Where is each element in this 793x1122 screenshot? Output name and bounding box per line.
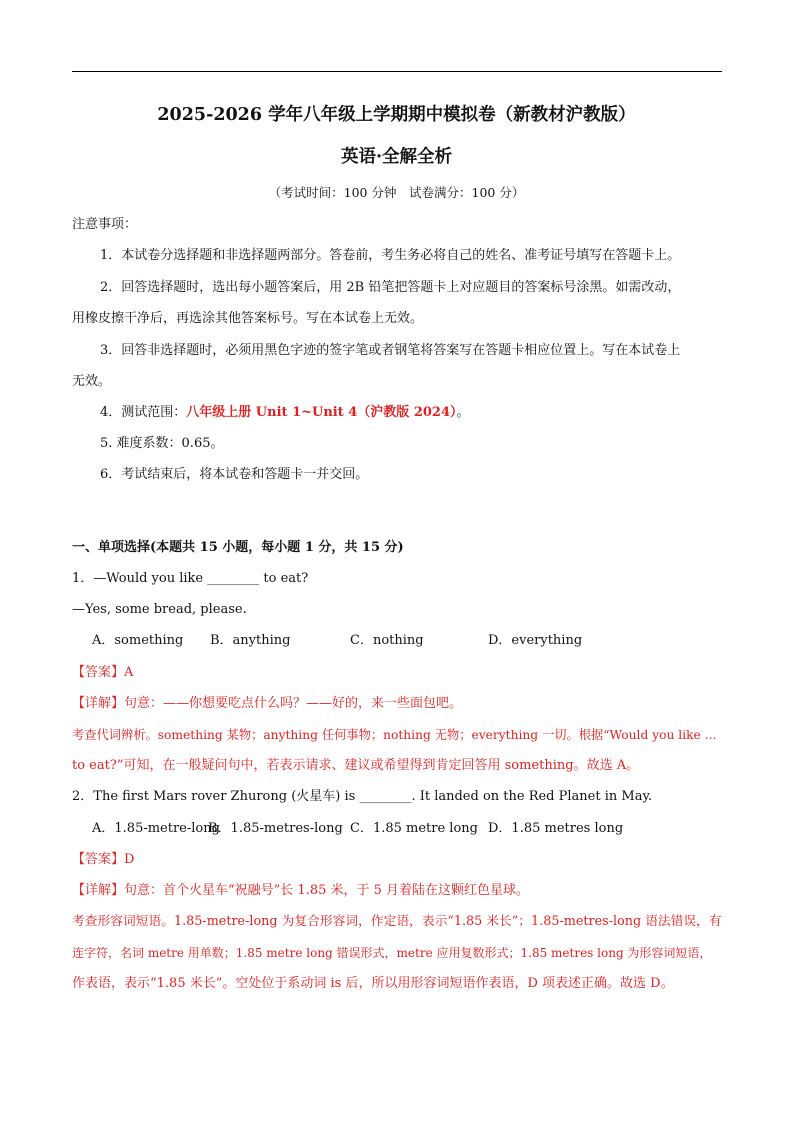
q2-analysis-3: 作表语，表示“1.85 米长”。空处位于系动词 is 后，所以用形容词短语作表语，D 项表述正确。故选 D。	[72, 976, 674, 991]
q2-analysis-1: 考查形容词短语。1.85-metre-long 为复合形容词，作定语，表示“1.85 米长”；1.85-metres-long 语法错误，有	[72, 914, 722, 929]
q2-option-a: A．1.85-metre-long	[92, 821, 220, 836]
notice-item-3: 3．回答非选择题时，必须用黑色字迹的签字笔或者钢笔将答案写在答题卡相应位置上。写在本试卷上	[100, 343, 681, 358]
test-scope: 八年级上册 Unit 1~Unit 4（沪教版 2024）	[186, 405, 457, 420]
q1-option-b: B．anything	[210, 633, 291, 648]
page-subtitle: 英语·全解全析	[340, 147, 453, 167]
q1-answer: 【答案】A	[72, 665, 134, 680]
notice-item-4-suffix: 。	[456, 405, 470, 420]
exam-meta: （考试时间：100 分钟 试卷满分：100 分）	[268, 185, 525, 200]
notice-item-2: 2．回答选择题时，选出每小题答案后，用 2B 铅笔把答题卡上对应题目的答案标号涂黑。如需改动，	[100, 280, 681, 295]
q1-analysis-2: to eat?”可知，在一般疑问句中，若表示请求、建议或希望得到肯定回答用 something。故选 A。	[72, 758, 640, 773]
q2-option-c: C．1.85 metre long	[350, 821, 478, 836]
notice-item-6: 6．考试结束后，将本试卷和答题卡一并交回。	[100, 467, 369, 482]
notice-item-4	[100, 404, 470, 422]
q2-analysis-2: 连字符，名词 metre 用单数；1.85 metre long 错误形式，metre 应用复数形式；1.85 metres long 为形容词短语，	[72, 946, 712, 960]
notice-item-4-prefix: 4．测试范围：	[100, 405, 187, 420]
q2-stem: 2．The first Mars rover Zhurong (火星车) is ________. It landed on the Red Planet in May.	[72, 789, 653, 804]
q1-option-a: A．something	[92, 633, 184, 648]
q2-option-b: B．1.85-metres-long	[208, 821, 343, 836]
q1-stem2: —Yes, some bread, please.	[72, 602, 247, 617]
section-heading: 一、单项选择(本题共 15 小题，每小题 1 分，共 15 分)	[72, 540, 404, 555]
header-rule	[72, 71, 722, 72]
q1-analysis-1: 考查代词辨析。something 某物；anything 任何事物；nothing 无物；everything 一切。根据“Would you like ...	[72, 728, 717, 742]
q2-option-d: D．1.85 metres long	[488, 821, 624, 836]
notice-item-5: 5. 难度系数：0.65。	[100, 436, 224, 451]
notice-item-3-cont: 无效。	[72, 374, 112, 389]
q1-option-c: C．nothing	[350, 633, 424, 648]
q2-answer: 【答案】D	[72, 852, 135, 867]
q2-detail: 【详解】句意：首个火星车“祝融号”长 1.85 米，于 5 月着陆在这颗红色星球。	[72, 883, 530, 898]
page-title: 2025-2026 学年八年级上学期期中模拟卷（新教材沪教版）	[157, 105, 636, 125]
notice-item-1: 1．本试卷分选择题和非选择题两部分。答卷前，考生务必将自己的姓名、准考证号填写在答题卡上。	[100, 248, 681, 263]
notice-item-2-cont: 用橡皮擦干净后，再选涂其他答案标号。写在本试卷上无效。	[72, 311, 424, 326]
q1-option-d: D．everything	[488, 633, 583, 648]
notice-heading: 注意事项：	[72, 217, 138, 232]
q1-detail: 【详解】句意：——你想要吃点什么吗？——好的，来一些面包吧。	[72, 696, 463, 711]
q1-stem: 1．—Would you like ________ to eat?	[72, 571, 309, 586]
